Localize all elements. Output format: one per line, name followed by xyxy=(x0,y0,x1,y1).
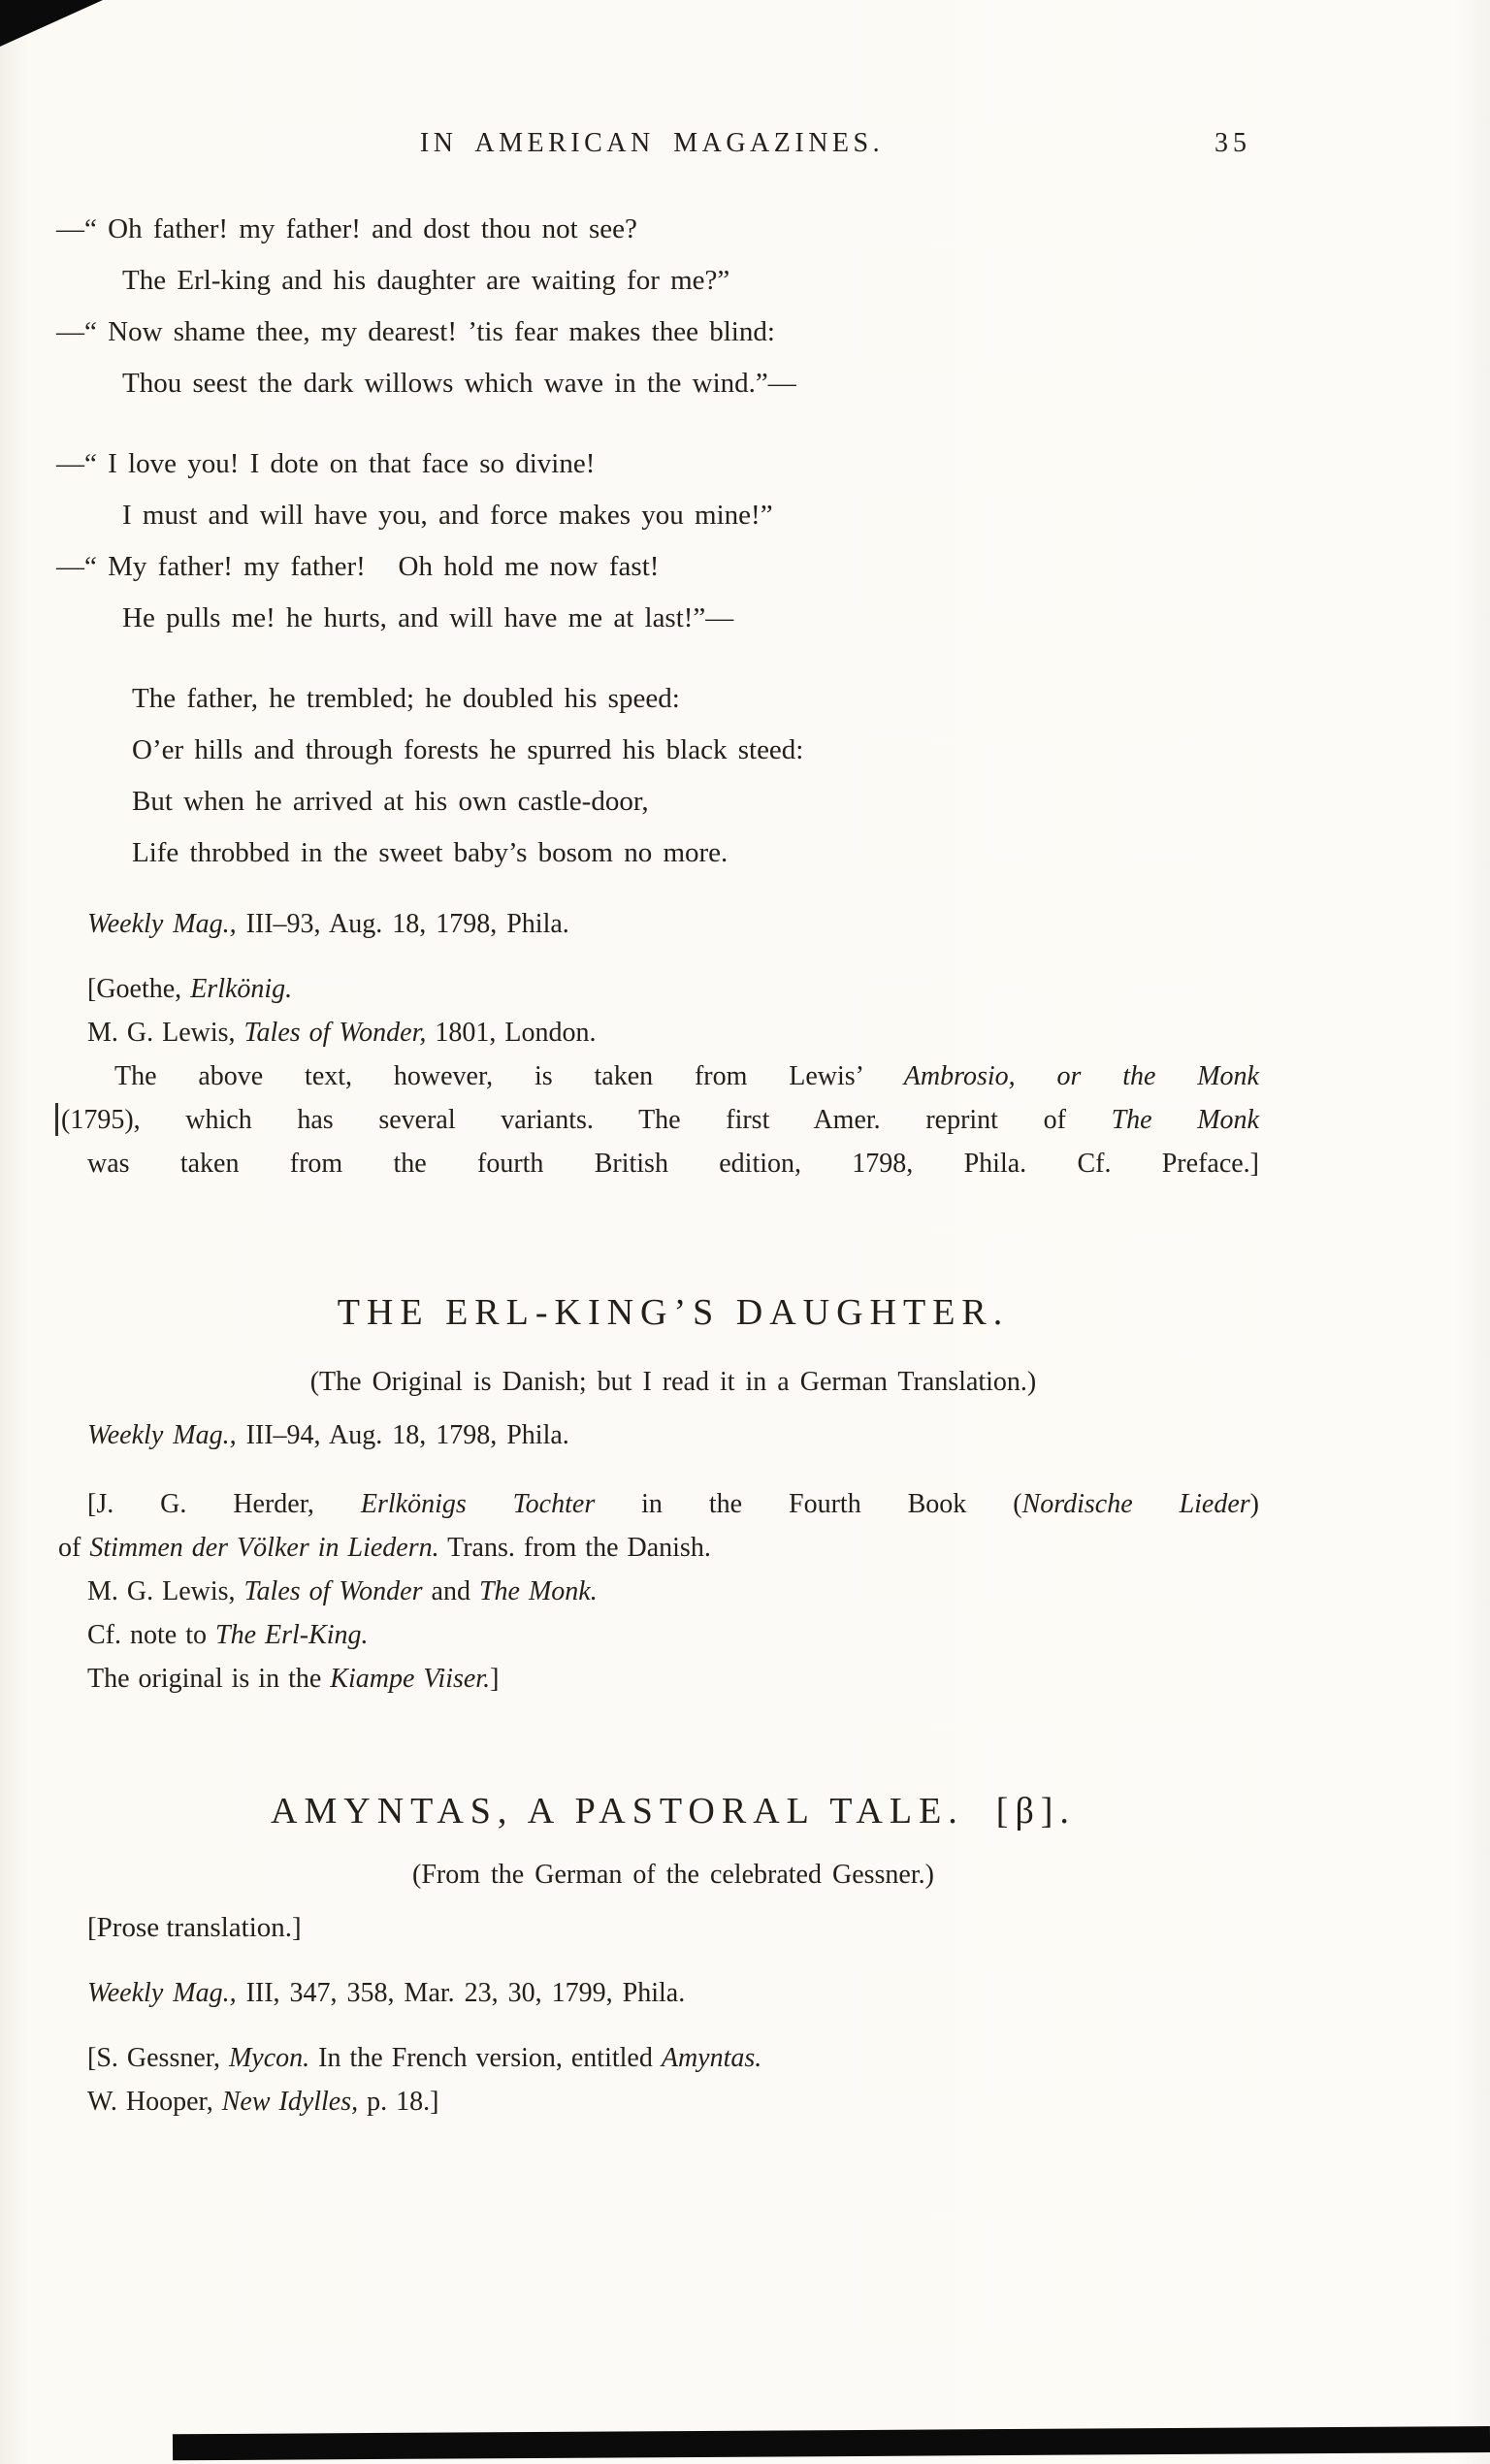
page-number: 35 xyxy=(1215,128,1251,158)
note-text: in the Fourth Book ( xyxy=(595,1489,1022,1519)
citation-weekly-mag xyxy=(87,902,1259,946)
note-text-italic: Nordische Lieder xyxy=(1021,1489,1250,1519)
poem-line: Life throbbed in the sweet baby’s bosom no more. xyxy=(132,837,729,868)
note-text-italic: Tales of Wonder, xyxy=(243,1018,427,1048)
note-line xyxy=(87,1011,1259,1054)
note-text: ) xyxy=(1249,1489,1259,1519)
citation-weekly-mag xyxy=(87,1413,1259,1457)
poem-line: O’er hills and through forests he spurred his black steed: xyxy=(132,734,804,765)
note-text: (1795), which has several variants. The first Amer. reprint of xyxy=(61,1105,1112,1135)
note-text-italic: Amyntas. xyxy=(661,2043,762,2073)
section-subtitle: (The Original is Danish; but I read it in a German Translation.) xyxy=(309,1367,1037,1397)
note-text-italic: The Monk xyxy=(1111,1105,1259,1135)
note-text: ] xyxy=(490,1664,500,1694)
poem-line: The Erl-king and his daughter are waiting for me?” xyxy=(122,265,730,296)
note-amyntas xyxy=(87,2036,1259,2124)
note-text-italic: Erlkönig. xyxy=(190,974,293,1004)
note-erl-kings-daughter xyxy=(58,1482,1259,1701)
note-text-italic: Mycon. xyxy=(228,2043,310,2073)
section-subtitle: (From the German of the celebrated Gessner.) xyxy=(412,1860,934,1890)
poem-line: He pulls me! he hurts, and will have me at last!”— xyxy=(122,602,734,633)
citation-detail: III, 347, 358, Mar. 23, 30, 1799, Phila. xyxy=(236,1978,686,2008)
section-heading-erl-kings-daughter: THE ERL-KING’S DAUGHTER. xyxy=(337,1292,1010,1333)
note-line xyxy=(87,1142,1259,1185)
note-line xyxy=(87,1613,1259,1657)
note-line xyxy=(87,2036,1259,2080)
note-text: M. G. Lewis, xyxy=(87,1576,244,1606)
poem-erl-king xyxy=(56,204,1259,879)
citation-detail: III–94, Aug. 18, 1798, Phila. xyxy=(236,1420,569,1450)
prose-translation-note: [Prose translation.] xyxy=(87,1912,302,1943)
poem-line: The father, he trembled; he doubled his speed: xyxy=(132,683,680,714)
poem-stanza xyxy=(56,204,1259,409)
note-erl-king xyxy=(61,967,1259,1185)
poem-line: —“ Now shame thee, my dearest! ’tis fear makes thee blind: xyxy=(56,316,775,347)
section-heading-amyntas: AMYNTAS, A PASTORAL TALE. [β]. xyxy=(271,1791,1076,1832)
note-text-italic: Ambrosio, or the Monk xyxy=(903,1061,1259,1091)
note-text: [S. Gessner, xyxy=(87,2043,229,2073)
note-text: Cf. note to xyxy=(87,1620,215,1650)
note-text: [Goethe, xyxy=(87,974,191,1004)
note-text: The original is in the xyxy=(87,1664,331,1694)
note-line xyxy=(87,1570,1259,1613)
note-text: [J. G. Herder, xyxy=(87,1489,361,1519)
scan-artifact-bottom-bar xyxy=(173,2426,1490,2460)
note-text-italic: Stimmen der Völker in Liedern. xyxy=(89,1533,439,1563)
note-text: p. 18.] xyxy=(358,2087,439,2117)
running-head xyxy=(87,128,1259,167)
note-text-italic: New Idylles, xyxy=(221,2087,359,2117)
note-text: The above text, however, is taken from Lewis’ xyxy=(114,1061,904,1091)
poem-line: —“ I love you! I dote on that face so divine! xyxy=(56,448,596,479)
citation-source: Weekly Mag., xyxy=(87,909,237,939)
note-line xyxy=(58,1526,1259,1570)
poem-line: —“ Oh father! my father! and dost thou not see? xyxy=(56,213,637,244)
note-text: of xyxy=(58,1533,90,1563)
note-text: M. G. Lewis, xyxy=(87,1018,244,1048)
note-line xyxy=(87,967,1259,1011)
note-text-italic: The Erl-King. xyxy=(215,1620,369,1650)
citation-detail: III–93, Aug. 18, 1798, Phila. xyxy=(236,909,569,939)
note-line xyxy=(87,1054,1259,1098)
note-line xyxy=(87,1482,1259,1526)
note-text: Trans. from the Danish. xyxy=(438,1533,711,1563)
note-text-italic: Erlkönigs Tochter xyxy=(360,1489,596,1519)
citation-weekly-mag xyxy=(87,1971,1259,2015)
note-text: was taken from the fourth British edition, 1798, Phila. Cf. Preface.] xyxy=(87,1149,1259,1179)
poem-line: —“ My father! my father! Oh hold me now fast! xyxy=(56,551,660,582)
poem-line: I must and will have you, and force makes you mine!” xyxy=(122,500,773,531)
note-line xyxy=(87,1657,1259,1701)
note-line xyxy=(87,2080,1259,2124)
note-line xyxy=(55,1098,1259,1142)
poem-line: But when he arrived at his own castle-door, xyxy=(132,786,649,817)
note-text: W. Hooper, xyxy=(87,2087,222,2117)
poem-stanza xyxy=(56,673,1259,879)
running-title: IN AMERICAN MAGAZINES. xyxy=(419,128,885,158)
note-text-italic: Tales of Wonder xyxy=(243,1576,423,1606)
note-text: and xyxy=(422,1576,479,1606)
note-text: 1801, London. xyxy=(426,1018,597,1048)
note-text-italic: The Monk. xyxy=(478,1576,598,1606)
citation-source: Weekly Mag., xyxy=(87,1978,237,2008)
scan-mark-vertical xyxy=(55,1103,58,1136)
note-text-italic: Kiampe Viiser. xyxy=(330,1664,491,1694)
citation-source: Weekly Mag., xyxy=(87,1420,237,1450)
note-text: In the French version, entitled xyxy=(309,2043,662,2073)
poem-line: Thou seest the dark willows which wave in the wind.”— xyxy=(122,368,796,399)
poem-stanza xyxy=(56,438,1259,644)
